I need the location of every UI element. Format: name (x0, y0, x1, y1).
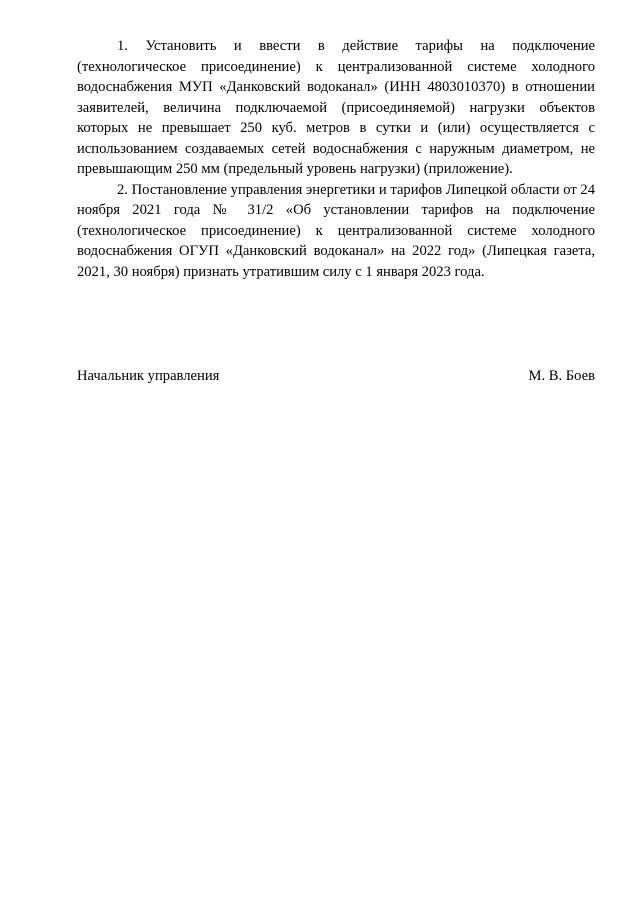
signatory-name: М. В. Боев (528, 368, 595, 384)
signatory-position: Начальник управления (77, 368, 220, 384)
document-body (77, 36, 595, 282)
signature-block (77, 366, 595, 386)
paragraph-1: 1. Установить и ввести в действие тарифы на подключение (технологическое присоединение) к централизованной системе холодного водоснабжения МУП «Данковский водоканал» (ИНН 4803010370) в отношении заявителей, величина подключаемой (присоединяемой) нагрузки объектов которых не превышает 250 куб. метров в сутки и (или) осуществляется с использованием создаваемых сетей водоснабжения с наружным диаметром, не превышающим 250 мм (предельный уровень нагрузки) (приложение). (77, 38, 595, 177)
paragraph-2: 2. Постановление управления энергетики и тарифов Липецкой области от 24 ноября 2021 года № 31/2 «Об установлении тарифов на подключение (технологическое присоединение) к централизованной системе холодного водоснабжения ОГУП «Данковский водоканал» на 2022 год» (Липецкая газета, 2021, 30 ноября) признать утратившим силу с 1 января 2023 года. (77, 181, 595, 280)
